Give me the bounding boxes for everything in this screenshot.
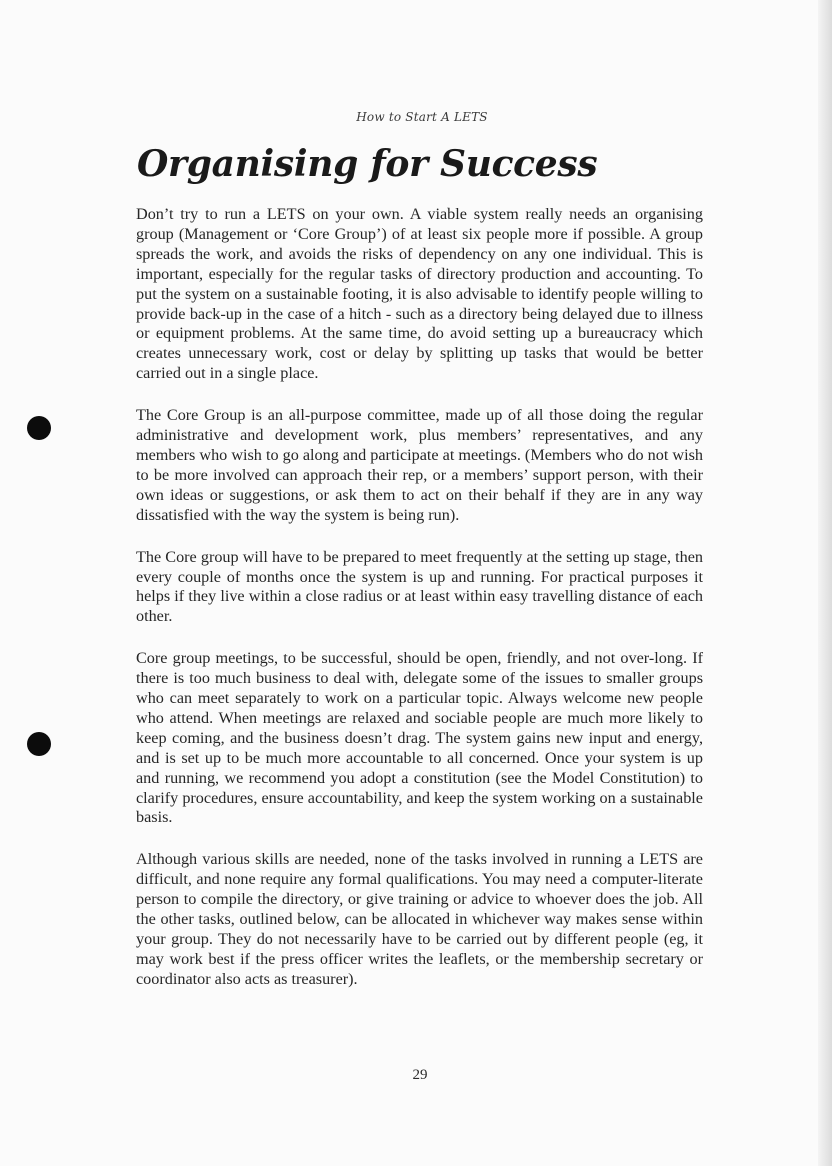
paragraph-core-group-definition: The Core Group is an all-purpose committee, made up of all those doing the regular administrative and development work, plus members’ representatives, and any members who wish to go along and participate at meetings. (Members who do not wish to be more involved can approach their rep, or a members’ support person, with their own ideas or suggestions, or ask them to act on their behalf if they are in any way dissatisfied with the way the system is being run).	[136, 406, 703, 524]
punch-hole-top	[27, 416, 51, 440]
running-header: How to Start A LETS	[356, 110, 488, 124]
paragraph-meeting-style: Core group meetings, to be successful, should be open, friendly, and not over-long. If there is too much business to deal with, delegate some of the issues to smaller groups who can meet separately to work on a particular topic. Always welcome new people who attend. When meetings are relaxed and sociable people are much more likely to keep coming, and the business doesn’t drag. The system gains new input and energy, and is set up to be much more accountable to all concerned. Once your system is up and running, we recommend you adopt a constitution (see the Model Constitution) to clarify procedures, ensure accountability, and keep the system working on a sustainable basis.	[136, 649, 703, 827]
article-body	[136, 205, 703, 990]
page-title: Organising for Success	[137, 143, 598, 185]
punch-hole-bottom	[27, 732, 51, 756]
scan-edge-shadow	[818, 0, 832, 1166]
paragraph-core-group-need: Don’t try to run a LETS on your own. A viable system really needs an organising group (Management or ‘Core Group’) of at least six people more if possible. A group spreads the work, and avoids the risks of dependency on any one individual. This is important, especially for the regular tasks of directory production and accounting. To put the system on a sustainable footing, it is also advisable to identify people willing to provide back-up in the case of a hitch - such as a directory being delayed due to illness or equipment problems. At the same time, do avoid setting up a bureaucracy which creates unnecessary work, cost or delay by splitting up tasks that would be better carried out in a single place.	[136, 205, 703, 383]
paragraph-skills-needed: Although various skills are needed, none of the tasks involved in running a LETS are difficult, and none require any formal qualifications. You may need a computer-literate person to compile the directory, or give training or advice to whoever does the job. All the other tasks, outlined below, can be allocated in whichever way makes sense within your group. They do not necessarily have to be carried out by different people (eg, it may work best if the press officer writes the leaflets, or the membership secretary or coordinator also acts as treasurer).	[136, 850, 703, 988]
page-number: 29	[412, 1067, 428, 1083]
paragraph-meeting-frequency: The Core group will have to be prepared to meet frequently at the setting up stage, then every couple of months once the system is up and running. For practical purposes it helps if they live within a close radius or at least within easy travelling distance of each other.	[136, 547, 703, 626]
